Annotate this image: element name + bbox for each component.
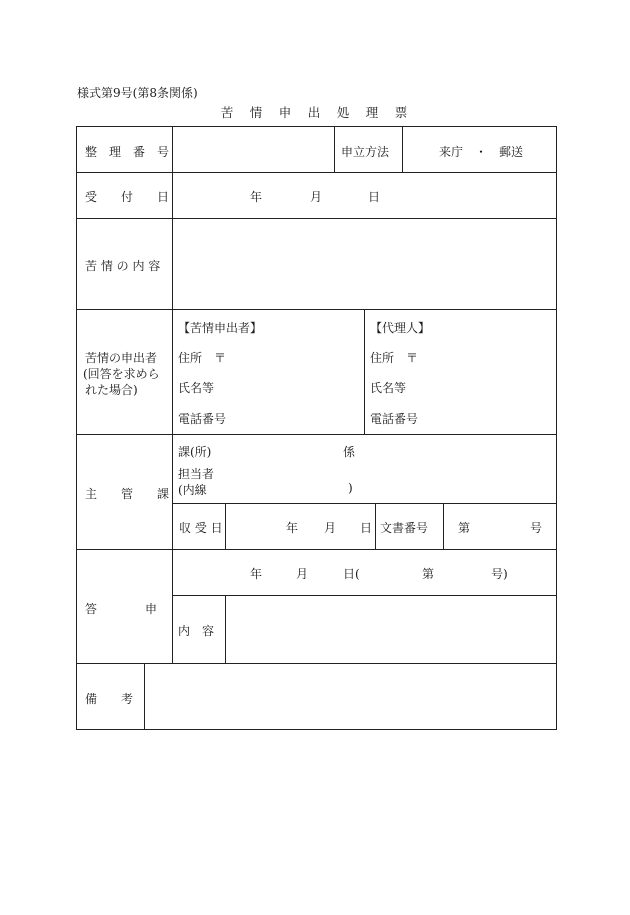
row-divider — [77, 663, 556, 664]
agent-name: 氏名等 — [370, 381, 407, 395]
report-month: 月 — [296, 567, 309, 581]
label-received-date: 受 付 日 — [85, 190, 170, 204]
extension-close: ) — [348, 481, 353, 495]
row-divider — [172, 503, 556, 504]
column-divider — [375, 503, 376, 549]
applicant-phone: 電話番号 — [178, 412, 227, 426]
row-divider — [77, 549, 556, 550]
department-section: 課(所) — [178, 445, 212, 459]
label-report-content: 内 容 — [178, 624, 215, 638]
receipt-day: 日 — [360, 521, 373, 535]
receipt-month: 月 — [324, 521, 337, 535]
agent-address: 住所 〒 — [370, 351, 419, 365]
column-divider — [144, 663, 145, 729]
document-number-dai: 第 — [458, 521, 471, 535]
date-year: 年 — [250, 190, 263, 204]
agent-phone: 電話番号 — [370, 412, 419, 426]
applicant-header: 【苦情申出者】 — [178, 321, 263, 335]
label-report: 答 申 — [85, 602, 158, 616]
label-complainant-line2: (回答を求めら — [83, 367, 160, 381]
label-remarks: 備 考 — [85, 692, 134, 706]
report-year: 年 — [250, 567, 263, 581]
date-day: 日 — [368, 190, 381, 204]
label-filing-method: 申立方法 — [341, 145, 390, 159]
row-divider — [77, 434, 556, 435]
department-subsection: 係 — [343, 445, 356, 459]
filing-method-options: 来庁 ・ 郵送 — [439, 145, 524, 159]
label-department: 主 管 課 — [85, 487, 170, 501]
report-dai: 第 — [422, 567, 435, 581]
applicant-name: 氏名等 — [178, 381, 215, 395]
row-divider — [77, 172, 556, 173]
label-complaint-content: 苦 情 の 内 容 — [85, 259, 161, 273]
column-divider — [443, 503, 444, 549]
report-gou-close: 号) — [491, 567, 508, 581]
form-number: 様式第9号(第8条関係) — [77, 86, 198, 100]
applicant-address: 住所 〒 — [178, 351, 227, 365]
report-day-open: 日( — [343, 567, 360, 581]
row-divider — [172, 595, 556, 596]
row-divider — [77, 309, 556, 310]
receipt-year: 年 — [286, 521, 299, 535]
column-divider — [172, 127, 173, 663]
column-divider — [225, 503, 226, 549]
label-reference-number: 整 理 番 号 — [85, 145, 170, 159]
column-divider — [225, 595, 226, 663]
document-number-gou: 号 — [530, 521, 543, 535]
row-divider — [77, 218, 556, 219]
complaint-form-table — [76, 126, 557, 730]
column-divider — [402, 127, 403, 172]
person-in-charge: 担当者 — [178, 467, 215, 481]
label-document-number: 文書番号 — [380, 521, 429, 535]
extension-open: (内線 — [178, 483, 207, 497]
label-complainant-line3: れた場合) — [85, 383, 138, 397]
date-month: 月 — [310, 190, 323, 204]
label-complainant-line1: 苦情の申出者 — [85, 351, 158, 365]
agent-header: 【代理人】 — [370, 321, 431, 335]
column-divider — [364, 309, 365, 434]
column-divider — [334, 127, 335, 172]
form-title: 苦 情 申 出 処 理 票 — [220, 105, 410, 120]
label-receipt-date: 収 受 日 — [179, 521, 223, 535]
